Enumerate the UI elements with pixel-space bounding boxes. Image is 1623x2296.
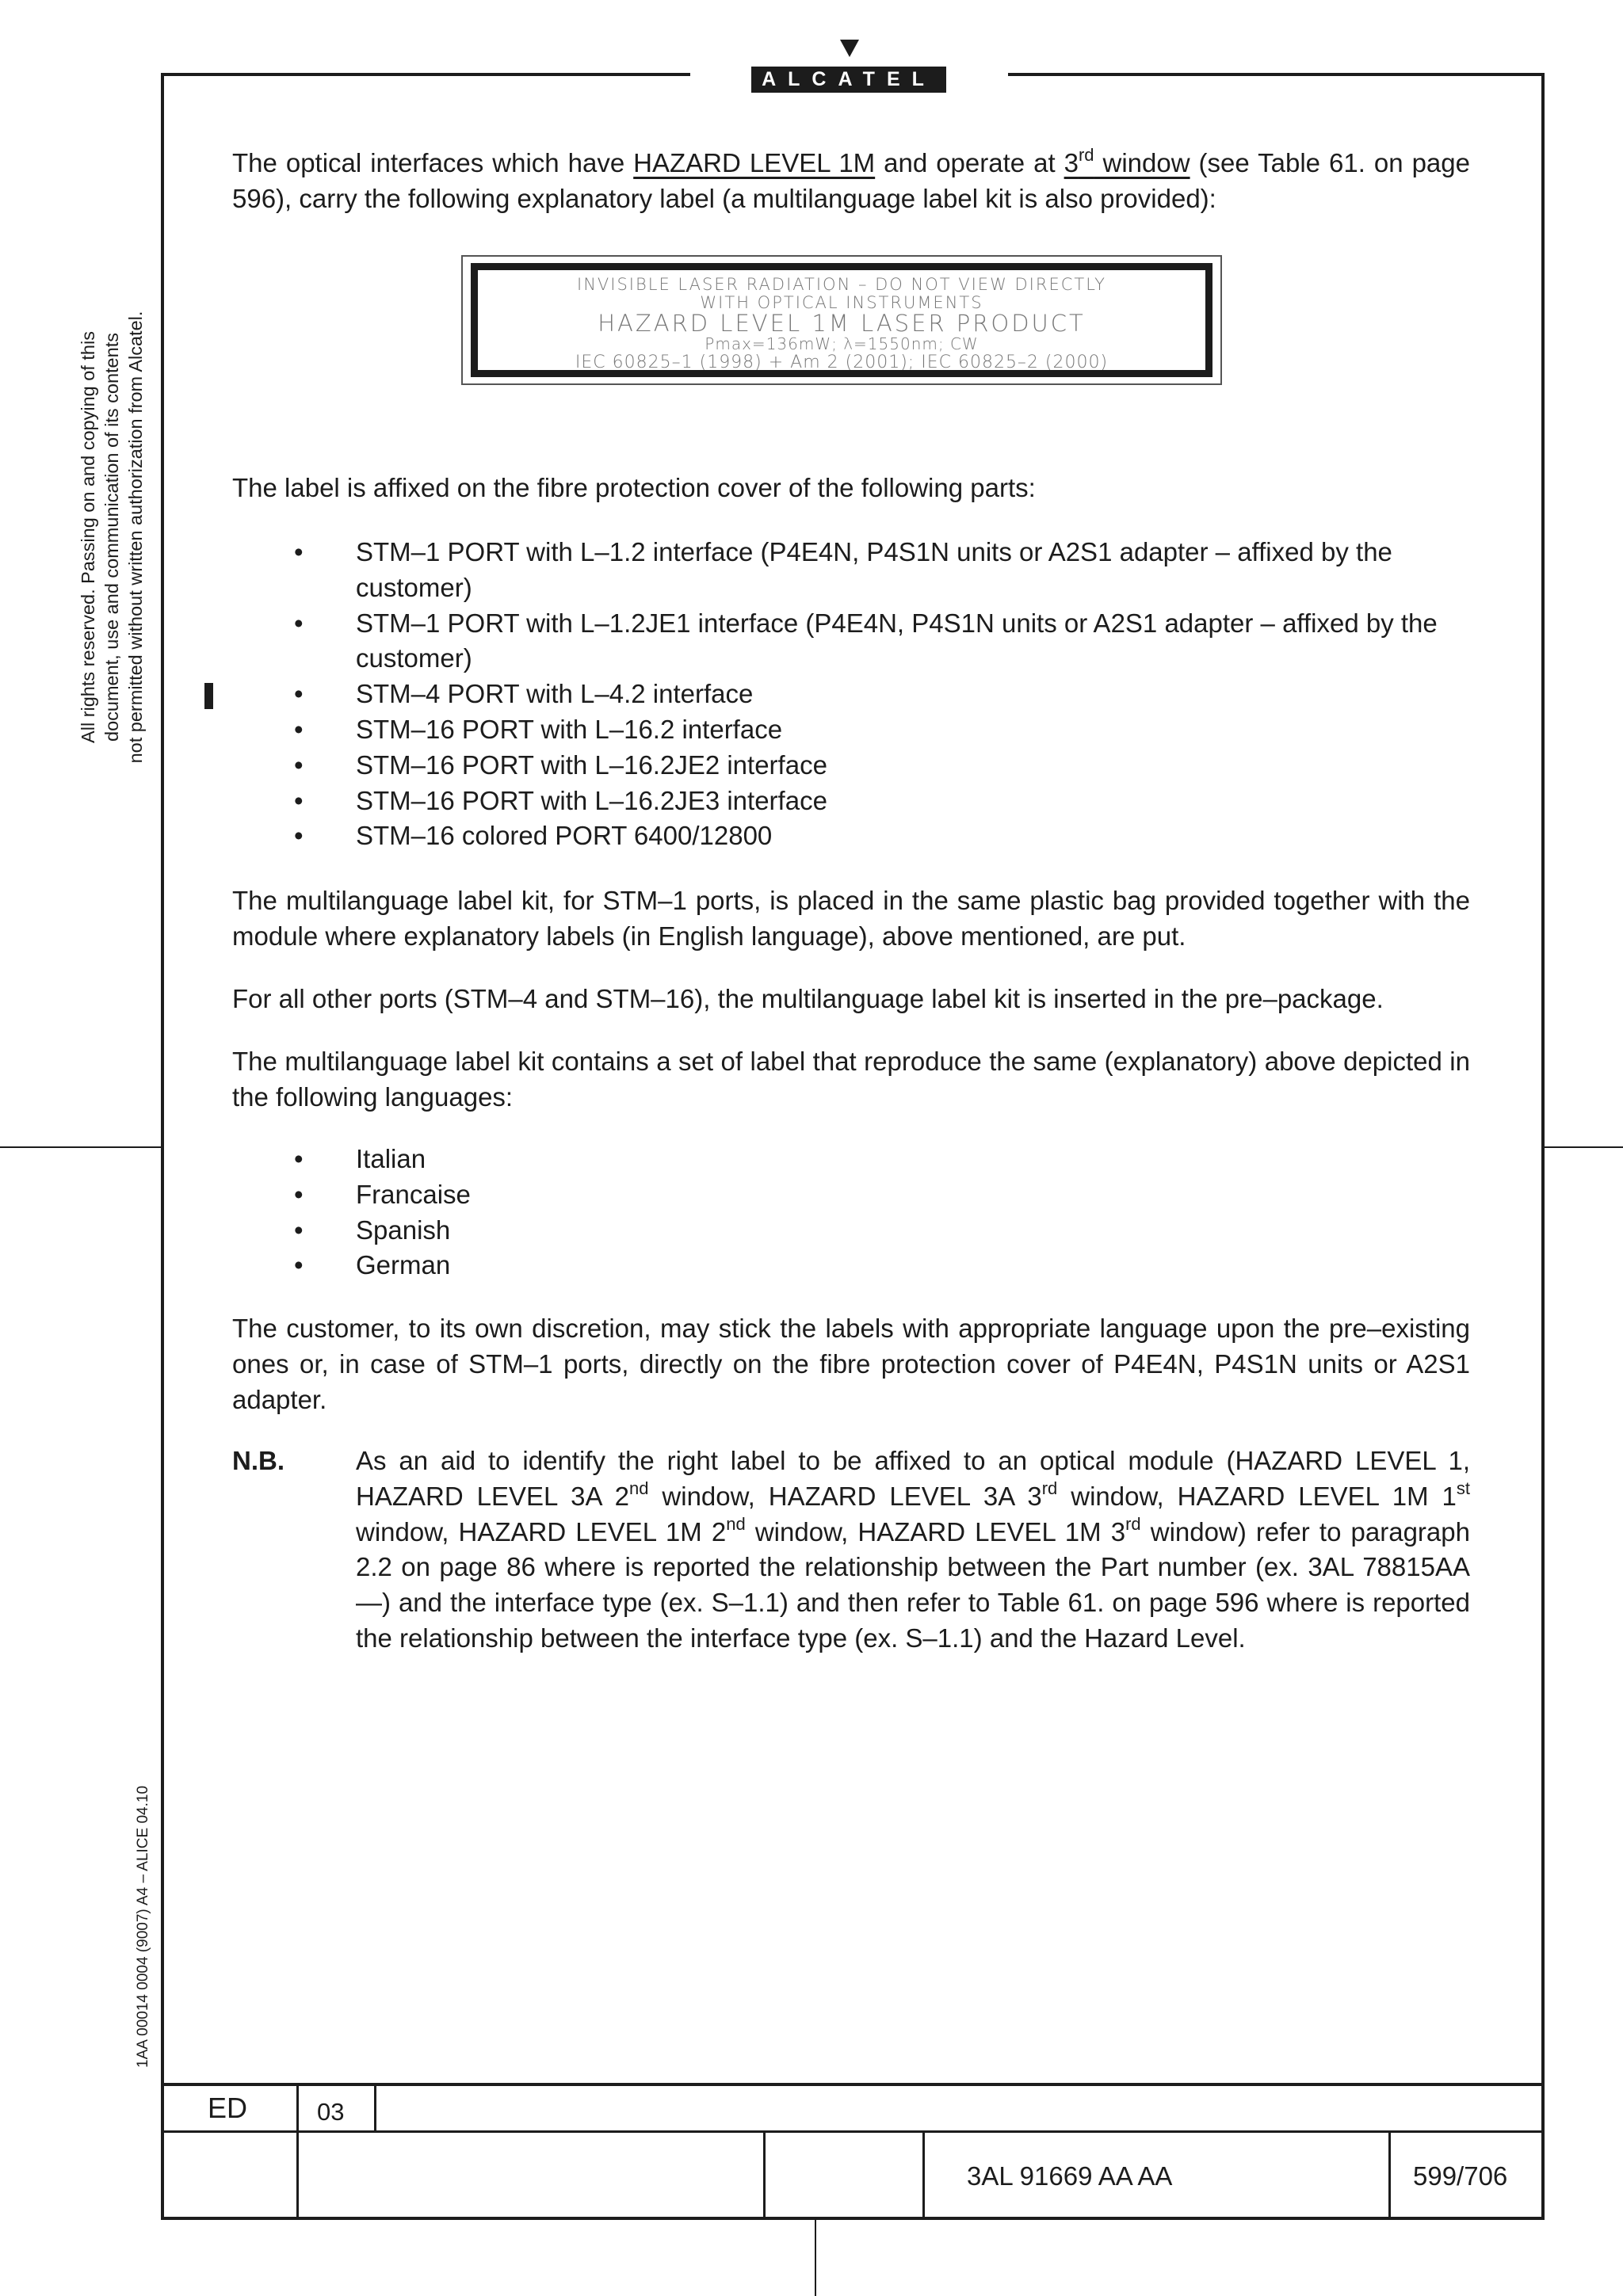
document-code: 3AL 91669 AA AA bbox=[967, 2161, 1173, 2191]
rights-line: All rights reserved. Passing on and copying of this bbox=[78, 331, 98, 743]
list-item: • STM–1 PORT with L–1.2 interface (P4E4N, P4S1N units or A2S1 adapter – affixed by the customer) bbox=[232, 535, 1470, 606]
footer-divider bbox=[922, 2130, 925, 2220]
hazard-level-underlined: HAZARD LEVEL 1M bbox=[633, 148, 876, 177]
laser-label-line: INVISIBLE LASER RADIATION – DO NOT VIEW DIRECTLY bbox=[577, 275, 1106, 294]
nb-ordinal: st bbox=[1456, 1478, 1470, 1498]
languages-list bbox=[232, 1142, 1470, 1283]
intro-text: (see Table 61. on page 596), carry the following explanatory label (a multilanguage label kit is also provided): bbox=[232, 148, 1470, 213]
list-item: • German bbox=[232, 1248, 1470, 1283]
nb-ordinal: nd bbox=[628, 1478, 649, 1498]
nb-text bbox=[356, 1444, 1470, 1657]
footer-mid-rule bbox=[161, 2130, 1545, 2133]
footer-divider bbox=[763, 2130, 766, 2220]
laser-label-line: HAZARD LEVEL 1M LASER PRODUCT bbox=[598, 310, 1086, 337]
list-item: • STM–1 PORT with L–1.2JE1 interface (P4E4N, P4S1N units or A2S1 adapter – affixed by the customer) bbox=[232, 606, 1470, 677]
nb-text-part: window, HAZARD LEVEL 1M 2 bbox=[356, 1516, 727, 1547]
fold-mark-right bbox=[1545, 1146, 1623, 1148]
fold-mark-left bbox=[0, 1146, 161, 1148]
laser-label-line: Pmax=136mW; λ=1550nm; CW bbox=[705, 334, 979, 353]
nb-text-part: window, HAZARD LEVEL 1M 1 bbox=[1057, 1481, 1457, 1511]
footer-divider bbox=[296, 2083, 299, 2220]
edition-value: 03 bbox=[317, 2098, 345, 2126]
form-code: 1AA 00014 0004 (9007) A4 – ALICE 04.10 bbox=[135, 1785, 151, 2068]
edition-label: ED bbox=[208, 2092, 248, 2124]
frame-left bbox=[161, 73, 164, 2220]
footer-top-rule bbox=[161, 2083, 1545, 2086]
footer-bottom-rule bbox=[161, 2217, 1545, 2220]
laser-label-border bbox=[471, 263, 1212, 377]
logo-triangle-icon bbox=[840, 40, 859, 57]
list-item: • Italian bbox=[232, 1142, 1470, 1177]
list-item: • STM–16 PORT with L–16.2JE3 interface bbox=[232, 784, 1470, 819]
frame-top-left bbox=[161, 73, 690, 76]
nb-text-part: window) refer to paragraph 2.2 on page 86 where is reported the relationship between the Part number (ex. 3AL 78815AA—) and the interface type (ex. S–1.1) and then refer to Table 61. on page 596 where is reported the relationship between the interface type (ex. S–1.1) and the Hazard Level. bbox=[356, 1516, 1470, 1653]
affixed-intro: The label is affixed on the fibre protection cover of the following parts: bbox=[232, 473, 1036, 502]
intro-text: and operate at bbox=[875, 148, 1064, 177]
laser-warning-label bbox=[461, 255, 1222, 385]
nb-text-part: window, HAZARD LEVEL 3A 3 bbox=[648, 1481, 1042, 1511]
frame-top-right bbox=[1008, 73, 1545, 76]
nb-label: N.B. bbox=[232, 1446, 285, 1475]
list-item: • STM–16 PORT with L–16.2 interface bbox=[232, 712, 1470, 748]
rights-line: document, use and communication of its contents bbox=[101, 333, 122, 742]
intro-text: The optical interfaces which have bbox=[232, 148, 634, 177]
alcatel-logo: ALCATEL bbox=[751, 67, 946, 93]
window-word: window bbox=[1094, 148, 1190, 177]
other-ports-paragraph: For all other ports (STM–4 and STM–16), the multilanguage label kit is inserted in the pre–package. bbox=[232, 984, 1384, 1013]
intro-paragraph bbox=[232, 146, 1470, 217]
footer-divider bbox=[1388, 2130, 1391, 2220]
window-underlined bbox=[1064, 145, 1190, 177]
window-ordinal: rd bbox=[1078, 145, 1094, 165]
change-bar bbox=[204, 683, 213, 709]
nb-ordinal: rd bbox=[1125, 1513, 1141, 1534]
nb-ordinal: rd bbox=[1041, 1478, 1058, 1498]
page-number: 599/706 bbox=[1413, 2161, 1508, 2191]
rights-notice bbox=[76, 276, 147, 799]
list-item: • Francaise bbox=[232, 1177, 1470, 1213]
nb-text-part: As an aid to identify the right label to be affixed to an optical module (HAZARD LEVEL 1, HAZARD LEVEL 3A 2 bbox=[356, 1446, 1470, 1511]
laser-label-line: IEC 60825–1 (1998) + Am 2 (2001); IEC 60825–2 (2000) bbox=[575, 353, 1109, 372]
parts-list bbox=[232, 535, 1470, 854]
list-item: • STM–16 PORT with L–16.2JE2 interface bbox=[232, 748, 1470, 784]
list-item: • Spanish bbox=[232, 1213, 1470, 1249]
customer-paragraph: The customer, to its own discretion, may stick the labels with appropriate language upon the pre–existing ones or, in case of STM–1 ports, directly on the fibre protection cover of P4E4N, P4S1N units or A2S1 adapter. bbox=[232, 1314, 1470, 1414]
nb-text-part: window, HAZARD LEVEL 1M 3 bbox=[745, 1516, 1126, 1547]
fold-mark-bottom bbox=[815, 2220, 816, 2296]
contains-paragraph: The multilanguage label kit contains a set of label that reproduce the same (explanatory) above depicted in the following languages: bbox=[232, 1047, 1470, 1112]
list-item: • STM–4 PORT with L–4.2 interface bbox=[232, 677, 1470, 712]
kit-paragraph: The multilanguage label kit, for STM–1 ports, is placed in the same plastic bag provided together with the module where explanatory labels (in English language), above mentioned, are put. bbox=[232, 886, 1470, 951]
rights-line: not permitted without written authorization from Alcatel. bbox=[125, 311, 146, 764]
list-item: • STM–16 colored PORT 6400/12800 bbox=[232, 818, 1470, 854]
nb-ordinal: nd bbox=[726, 1513, 746, 1534]
window-number: 3 bbox=[1064, 148, 1079, 177]
laser-label-line: WITH OPTICAL INSTRUMENTS bbox=[700, 293, 983, 312]
footer-divider bbox=[374, 2083, 376, 2131]
